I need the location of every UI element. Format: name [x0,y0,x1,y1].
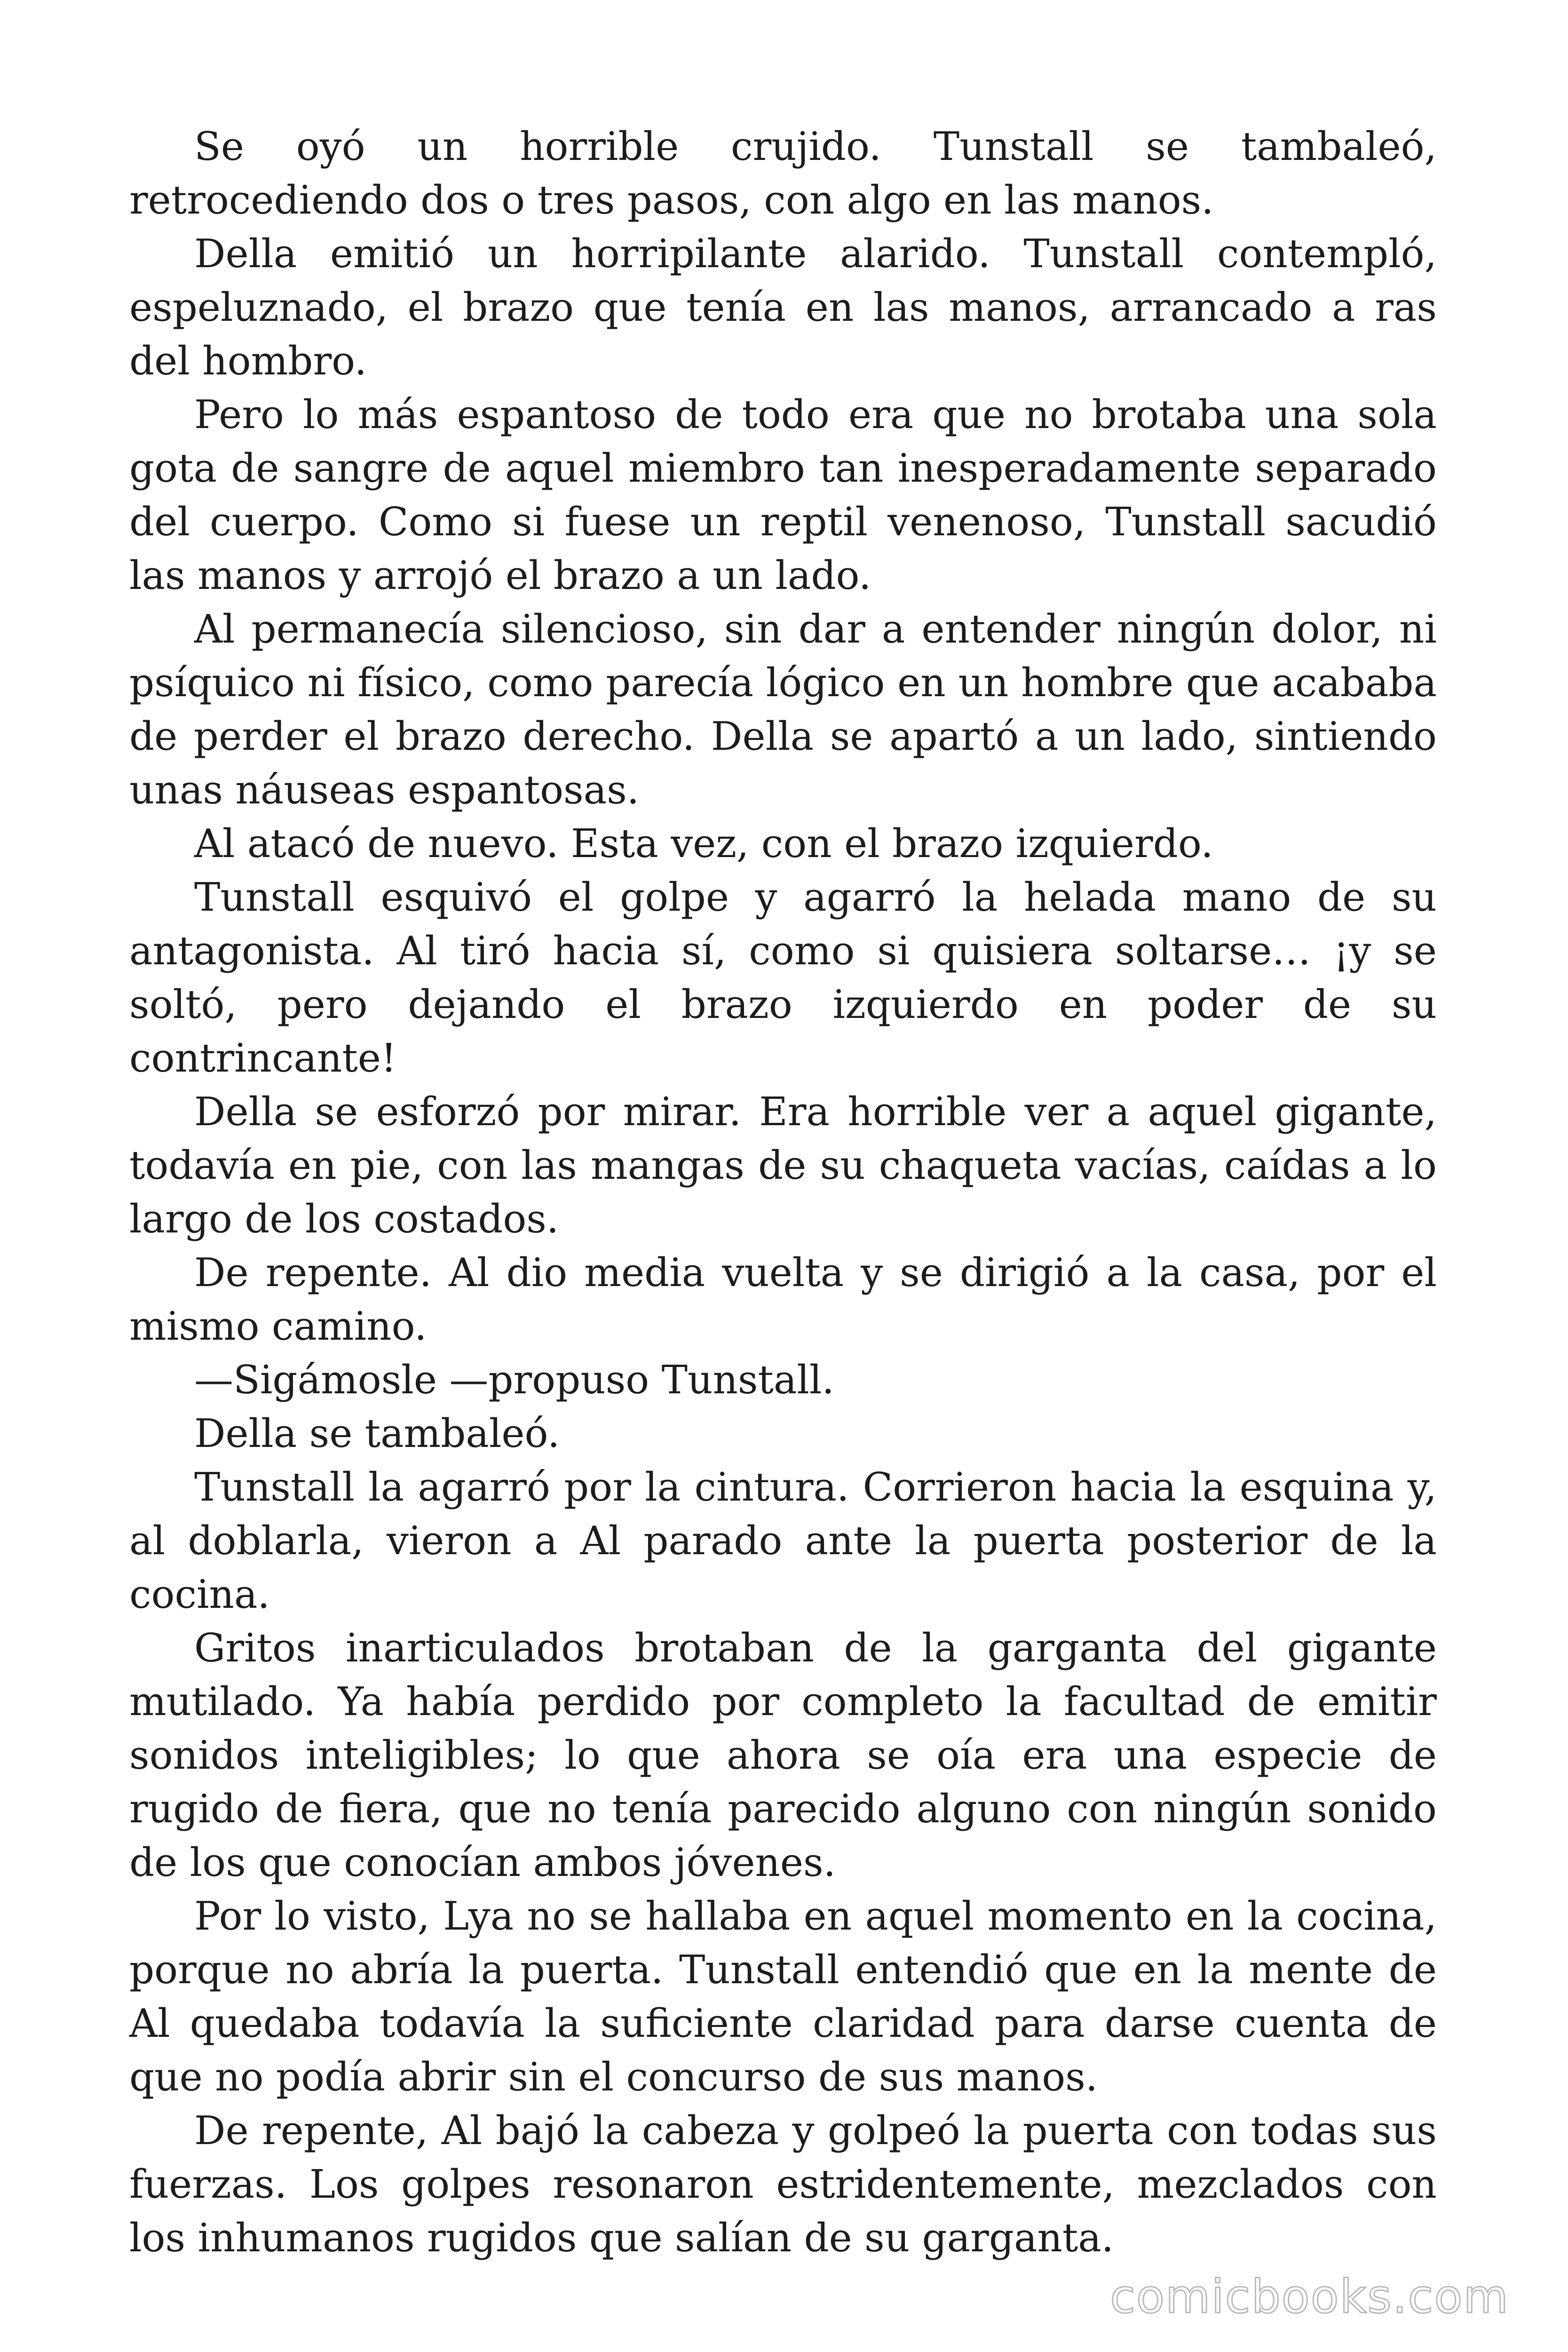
paragraph: Por lo visto, Lya no se hallaba en aquel momento en la cocina, porque no abría la puerta. Tunstall entendió que en la mente de Al quedaba todavía la suficiente claridad para darse cuenta de que no podía abrir sin el concurso de sus manos. [129,1893,1437,2100]
paragraph: Della se tambaleó. [194,1411,560,1456]
paragraph: De repente, Al bajó la cabeza y golpeó la puerta con todas sus fuerzas. Los golpes resonaron estridentemente, mezclados con los inhumanos rugidos que salían de su garganta. [129,2108,1437,2261]
book-page-text [129,120,1437,2265]
paragraph: Al permanecía silencioso, sin dar a entender ningún dolor, ni psíquico ni físico, como parecía lógico en un hombre que acababa de perder el brazo derecho. Della se apartó a un lado, sintiendo unas náuseas espantosas. [129,606,1437,813]
watermark: comicbooks.com [1110,2270,1509,2324]
paragraph: Al atacó de nuevo. Esta vez, con el brazo izquierdo. [194,821,1213,866]
paragraph: Tunstall la agarró por la cintura. Corrieron hacia la esquina y, al doblarla, vieron a Al parado ante la puerta posterior de la cocina. [129,1464,1437,1617]
paragraph: Gritos inarticulados brotaban de la garganta del gigante mutilado. Ya había perdido por completo la facultad de emitir sonidos inteligibles; lo que ahora se oía era una especie de rugido de fiera, que no tenía parecido alguno con ningún sonido de los que conocían ambos jóvenes. [129,1625,1437,1885]
paragraph: Tunstall esquivó el golpe y agarró la helada mano de su antagonista. Al tiró hacia sí, como si quisiera soltarse… ¡y se soltó, pero dejando el brazo izquierdo en poder de su contrincante! [129,874,1437,1081]
paragraph: Pero lo más espantoso de todo era que no brotaba una sola gota de sangre de aquel miembro tan inesperadamente separado del cuerpo. Como si fuese un reptil venenoso, Tunstall sacudió las manos y arrojó el brazo a un lado. [129,392,1437,598]
paragraph: Della se esforzó por mirar. Era horrible ver a aquel gigante, todavía en pie, con las mangas de su chaqueta vacías, caídas a lo largo de los costados. [129,1089,1437,1242]
paragraph: Se oyó un horrible crujido. Tunstall se tambaleó, retrocediendo dos o tres pasos, con algo en las manos. [129,124,1437,223]
paragraph: De repente. Al dio media vuelta y se dirigió a la casa, por el mismo camino. [129,1250,1437,1349]
paragraph: Della emitió un horripilante alarido. Tunstall contempló, espeluznado, el brazo que tenía en las manos, arrancado a ras del hombro. [129,231,1437,384]
paragraph: —Sigámosle —propuso Tunstall. [194,1357,834,1403]
